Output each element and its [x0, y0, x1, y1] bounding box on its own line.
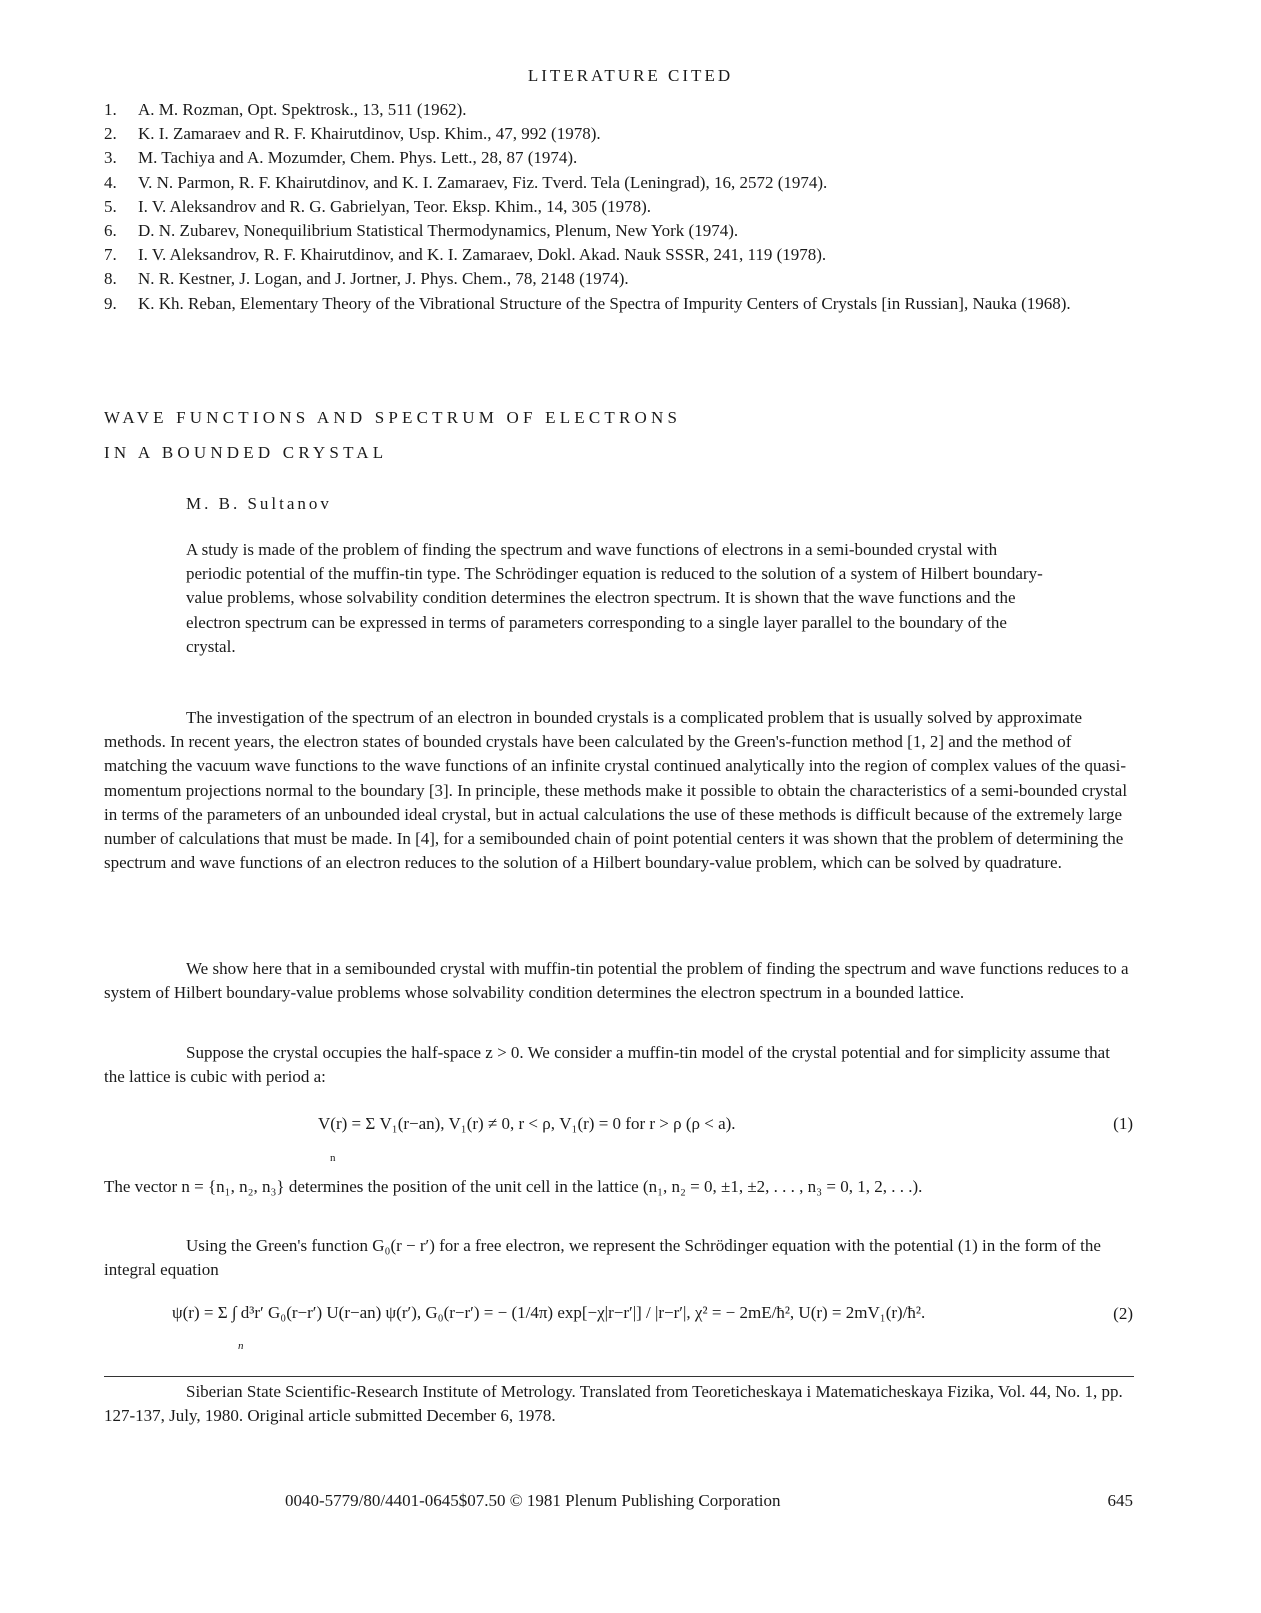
reference-text: K. I. Zamaraev and R. F. Khairutdinov, Usp. Khim., 47, 992 (1978). [138, 124, 601, 144]
reference-item [104, 219, 1184, 243]
author-name: M. B. Sultanov [186, 494, 332, 513]
reference-text: K. Kh. Reban, Elementary Theory of the Vibrational Structure of the Spectra of Impurity Centers of Crystals [in Russian], Nauka (1968). [138, 293, 1071, 313]
equation-1-summation-index: n [330, 1152, 336, 1164]
reference-number: 5. [104, 196, 117, 216]
page-number: 645 [1107, 1491, 1133, 1510]
equation-1-number: (1) [1113, 1114, 1133, 1133]
reference-text: I. V. Aleksandrov and R. G. Gabrielyan, Teor. Eksp. Khim., 14, 305 (1978). [138, 196, 652, 216]
footnote-divider [104, 1376, 1134, 1377]
reference-item [104, 292, 1184, 316]
literature-cited-heading: LITERATURE CITED [527, 66, 734, 85]
body-paragraph-3: Suppose the crystal occupies the half-space z > 0. We consider a muffin-tin model of the crystal potential and for simplicity assume that the lattice is cubic with period a: [104, 1043, 1110, 1087]
reference-item [104, 171, 1184, 195]
equation-1: V(r) = Σ V₁(r−an), V₁(r) ≠ 0, r < ρ, V₁(r) = 0 for r > ρ (ρ < a). [318, 1114, 736, 1133]
article-title-line-2: IN A BOUNDED CRYSTAL [104, 443, 388, 462]
reference-text: A. M. Rozman, Opt. Spektrosk., 13, 511 (1962). [138, 100, 467, 119]
reference-text: N. R. Kestner, J. Logan, and J. Jortner, J. Phys. Chem., 78, 2148 (1974). [138, 269, 629, 289]
reference-item [104, 243, 1184, 267]
reference-list [104, 98, 1184, 316]
footnote: Siberian State Scientific-Research Institute of Metrology. Translated from Teoreticheskaya i Matematicheskaya Fizika, Vol. 44, No. 1, pp. 127-137, July, 1980. Original article submitted December 6, 1978. [104, 1382, 1123, 1426]
article-title-line-1: WAVE FUNCTIONS AND SPECTRUM OF ELECTRONS [104, 408, 682, 427]
body-paragraph-1: The investigation of the spectrum of an electron in bounded crystals is a complicated problem that is usually solved by approximate methods. In recent years, the electron states of bounded crystals have been calculated by the Green's-function method [1, 2] and the method of matching the vacuum wave functions to the wave functions of an infinite crystal continued analytically into the region of complex values of the quasi-momentum projections normal to the boundary [3]. In principle, these methods make it possible to obtain the characteristics of a semi-bounded crystal in terms of the parameters of an unbounded ideal crystal, but in actual calculations the use of these methods is difficult because of the extremely large number of calculations that must be made. In [4], for a semibounded chain of point potential centers it was shown that the problem of determining the spectrum and wave functions of an electron reduces to the solution of a Hilbert boundary-value problem, which can be solved by quadrature. [104, 708, 1128, 873]
reference-text: V. N. Parmon, R. F. Khairutdinov, and K. I. Zamaraev, Fiz. Tverd. Tela (Leningrad), 16, 2572 (1974). [138, 172, 828, 192]
reference-number: 9. [104, 293, 117, 313]
equation-2: ψ(r) = Σ ∫ d³r′ G₀(r−r′) U(r−an) ψ(r′), G₀(r−r′) = − (1/4π) exp[−χ|r−r′|] / |r−r′|, χ² = − 2mE/ħ², U(r) = 2mV₁(r)/ħ². [172, 1303, 926, 1322]
reference-number: 3. [104, 148, 117, 168]
reference-number: 4. [104, 172, 117, 192]
reference-item [104, 146, 1184, 170]
reference-item [104, 98, 1184, 122]
reference-item [104, 267, 1184, 291]
reference-item [104, 195, 1184, 219]
publication-code: 0040-5779/80/4401-0645$07.50 © 1981 Plenum Publishing Corporation [285, 1491, 781, 1510]
body-paragraph-5: Using the Green's function G₀(r − r′) for a free electron, we represent the Schrödinger equation with the potential (1) in the form of the integral equation [104, 1236, 1101, 1280]
reference-text: M. Tachiya and A. Mozumder, Chem. Phys. Lett., 28, 87 (1974). [138, 148, 578, 168]
body-paragraph-2: We show here that in a semibounded crystal with muffin-tin potential the problem of finding the spectrum and wave functions reduces to a system of Hilbert boundary-value problems whose solvability condition determines the electron spectrum in a bounded lattice. [104, 959, 1129, 1003]
reference-text: D. N. Zubarev, Nonequilibrium Statistical Thermodynamics, Plenum, New York (1974). [138, 221, 739, 241]
abstract: A study is made of the problem of finding the spectrum and wave functions of electrons in a semi-bounded crystal with periodic potential of the muffin-tin type. The Schrödinger equation is reduced to the solution of a system of Hilbert boundary-value problems, whose solvability condition determines the electron spectrum. It is shown that the wave functions and the electron spectrum can be expressed in terms of parameters corresponding to a single layer parallel to the boundary of the crystal. [186, 540, 1043, 656]
body-paragraph-4: The vector n = {n₁, n₂, n₃} determines the position of the unit cell in the lattice (n₁, n₂ = 0, ±1, ±2, . . . , n₃ = 0, 1, 2, . . .). [104, 1177, 923, 1196]
equation-2-summation-index: n [238, 1340, 244, 1352]
reference-text: I. V. Aleksandrov, R. F. Khairutdinov, and K. I. Zamaraev, Dokl. Akad. Nauk SSSR, 241, 119 (1978). [138, 245, 827, 265]
reference-number: 2. [104, 124, 117, 144]
reference-number: 7. [104, 245, 117, 265]
equation-2-number: (2) [1113, 1304, 1133, 1323]
reference-number: 1. [104, 100, 117, 119]
reference-number: 8. [104, 269, 117, 289]
reference-item [104, 122, 1184, 146]
reference-number: 6. [104, 221, 117, 241]
